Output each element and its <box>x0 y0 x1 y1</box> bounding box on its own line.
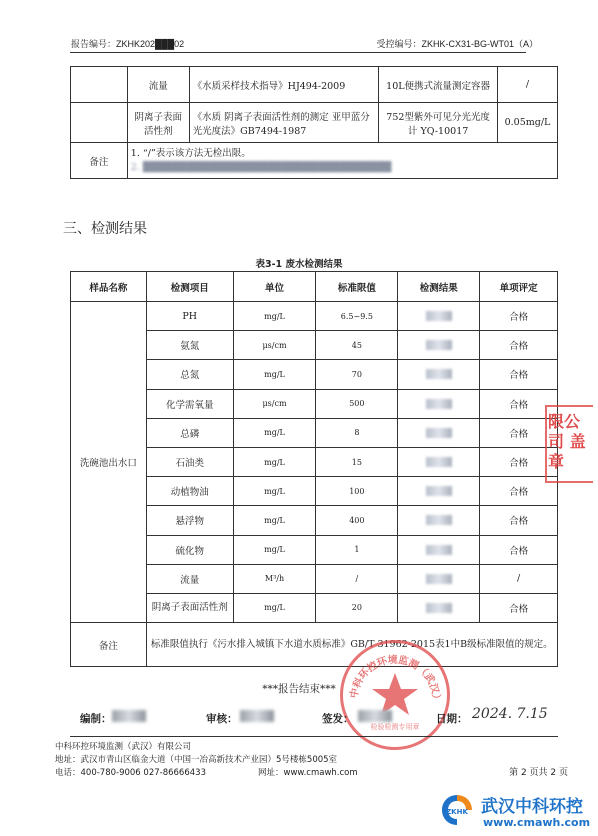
verdict-cell: 合格 <box>480 331 558 360</box>
header-divider <box>70 52 526 53</box>
unit-cell: mg/L <box>233 360 316 389</box>
result-cell <box>398 593 480 622</box>
seal-text: 中科环控环境监测（武汉） <box>348 654 442 705</box>
sample-name: 洗碗池出水口 <box>71 302 147 623</box>
limit-cell: / <box>316 564 398 593</box>
results-table <box>70 271 558 667</box>
method-standard: 《水质采样技术指导》HJ494-2009 <box>189 67 379 103</box>
col-header-unit: 单位 <box>233 272 316 302</box>
author-label: 编制： <box>80 713 112 725</box>
result-cell <box>398 535 480 564</box>
unit-cell: M³/h <box>233 564 316 593</box>
date-label: 日期： <box>436 713 468 725</box>
method-instrument: 752型紫外可见分光光度计 YQ-10017 <box>379 103 498 143</box>
report-number: 报告编号：ZKHK202███02 <box>71 39 185 49</box>
item-cell: 氨氮 <box>146 331 233 360</box>
result-cell <box>398 477 480 506</box>
result-cell <box>398 302 480 331</box>
result-cell <box>398 564 480 593</box>
item-cell: 总氮 <box>146 360 233 389</box>
footer-address: 地址：武汉市青山区临金大道（中国一冶高新技术产业园）5号楼栋5005室 <box>55 755 338 765</box>
logo-badge-text: ZKHK <box>446 808 468 816</box>
item-cell: 总磷 <box>146 418 233 447</box>
unit-cell: mg/L <box>233 593 316 622</box>
redacted-value <box>426 311 452 321</box>
results-remark-row <box>71 623 558 667</box>
result-cell <box>398 360 480 389</box>
verdict-cell: 合格 <box>480 360 558 389</box>
partial-seal-text: 限公司 盖章 <box>548 412 586 471</box>
verdict-cell: 合格 <box>480 535 558 564</box>
redacted-value <box>426 515 452 525</box>
item-cell: 阴离子表面活性剂 <box>146 593 233 622</box>
method-item: 阴离子表面活性剂 <box>127 103 189 143</box>
item-cell: 动植物油 <box>146 477 233 506</box>
method-table <box>70 66 558 179</box>
unit-cell: mg/L <box>233 447 316 476</box>
redacted-value <box>426 486 452 496</box>
verdict-cell: 合格 <box>480 302 558 331</box>
col-header-sample: 样品名称 <box>71 272 147 302</box>
redacted-value <box>426 603 452 613</box>
verdict-cell: / <box>480 564 558 593</box>
result-cell <box>398 389 480 418</box>
verdict-cell: 合格 <box>480 506 558 535</box>
unit-cell: mg/L <box>233 535 316 564</box>
redacted-value <box>426 574 452 584</box>
redacted-value <box>426 545 452 555</box>
method-remark-label: 备注 <box>71 143 128 179</box>
redacted-signature <box>358 710 392 722</box>
redacted-value <box>426 369 452 379</box>
limit-cell: 6.5~9.5 <box>316 302 398 331</box>
redacted-value <box>426 457 452 467</box>
method-remark-line2: 2. ██████████████████████████████████ <box>130 161 392 173</box>
unit-cell: mg/L <box>233 418 316 447</box>
result-cell <box>398 447 480 476</box>
method-standard: 《水质 阴离子表面活性剂的测定 亚甲蓝分光光度法》GB7494-1987 <box>189 103 379 143</box>
logo-url: www.cmawh.com <box>483 816 591 829</box>
unit-cell: mg/L <box>233 506 316 535</box>
item-cell: 石油类 <box>146 447 233 476</box>
method-instrument: 10L便携式流量测定容器 <box>379 67 498 103</box>
unit-cell: mg/L <box>233 302 316 331</box>
item-cell: PH <box>146 302 233 331</box>
report-end: ***报告结束*** <box>262 683 336 695</box>
method-remark-row <box>71 143 558 179</box>
redacted-signature <box>112 710 146 722</box>
watermark-logo <box>433 786 598 836</box>
footer-company: 中科环控环境监测（武汉）有限公司 <box>55 742 192 752</box>
limit-cell: 500 <box>316 389 398 418</box>
reviewer-signature <box>240 705 274 724</box>
issuer-label: 签发： <box>322 713 354 725</box>
col-header-result: 检测结果 <box>398 272 480 302</box>
unit-cell: mg/L <box>233 477 316 506</box>
redacted-value <box>426 340 452 350</box>
method-row <box>71 103 558 143</box>
item-cell: 悬浮物 <box>146 506 233 535</box>
method-item: 流量 <box>127 67 189 103</box>
limit-cell: 100 <box>316 477 398 506</box>
method-limit: / <box>497 67 557 103</box>
footer-divider <box>70 736 558 737</box>
result-cell <box>398 331 480 360</box>
limit-cell: 1 <box>316 535 398 564</box>
method-row <box>71 67 558 103</box>
col-header-limit: 标准限值 <box>316 272 398 302</box>
author-signature <box>112 705 146 724</box>
date-value: 2024. 7.15 <box>472 706 548 722</box>
method-remark-line1: 1. “/”表示该方法无检出限。 <box>130 147 251 159</box>
limit-cell: 45 <box>316 331 398 360</box>
limit-cell: 8 <box>316 418 398 447</box>
verdict-cell: 合格 <box>480 389 558 418</box>
footer-website: 网址：www.cmawh.com <box>258 768 358 778</box>
page-number: 第 2 页共 2 页 <box>509 768 568 778</box>
verdict-cell: 合格 <box>480 477 558 506</box>
item-cell: 流量 <box>146 564 233 593</box>
limit-cell: 70 <box>316 360 398 389</box>
table-caption: 表3-1 废水检测结果 <box>255 259 343 270</box>
redacted-value <box>426 399 452 409</box>
redacted-signature <box>240 710 274 722</box>
redacted-value <box>426 428 452 438</box>
limit-cell: 15 <box>316 447 398 476</box>
accept-number: 受控编号：ZKHK-CX31-BG-WT01（A） <box>376 39 538 49</box>
issuer-signature <box>358 705 392 724</box>
limit-cell: 20 <box>316 593 398 622</box>
col-header-item: 检测项目 <box>146 272 233 302</box>
results-remark: 标准限值执行《污水排入城镇下水道水质标准》GB/T 31962-2015表1中B级标准限值的规定。 <box>146 623 557 667</box>
item-cell: 化学需氧量 <box>146 389 233 418</box>
logo-icon <box>439 792 475 828</box>
result-cell <box>398 506 480 535</box>
limit-cell: 400 <box>316 506 398 535</box>
results-remark-label: 备注 <box>71 623 147 667</box>
logo-name: 武汉中科环控 <box>481 797 583 817</box>
footer-phone: 电话：400-780-9006 027-86666433 <box>55 768 206 778</box>
table-row <box>71 302 558 331</box>
results-header-row <box>71 272 558 302</box>
section-title: 三、检测结果 <box>63 221 147 237</box>
col-header-verdict: 单项评定 <box>480 272 558 302</box>
verdict-cell: 合格 <box>480 593 558 622</box>
result-cell <box>398 418 480 447</box>
unit-cell: μs/cm <box>233 331 316 360</box>
reviewer-label: 审核： <box>206 713 238 725</box>
verdict-cell: 合格 <box>480 418 558 447</box>
seal-subtext: 检验检测专用章 <box>370 723 420 731</box>
unit-cell: μs/cm <box>233 389 316 418</box>
item-cell: 硫化物 <box>146 535 233 564</box>
verdict-cell: 合格 <box>480 447 558 476</box>
method-limit: 0.05mg/L <box>497 103 557 143</box>
